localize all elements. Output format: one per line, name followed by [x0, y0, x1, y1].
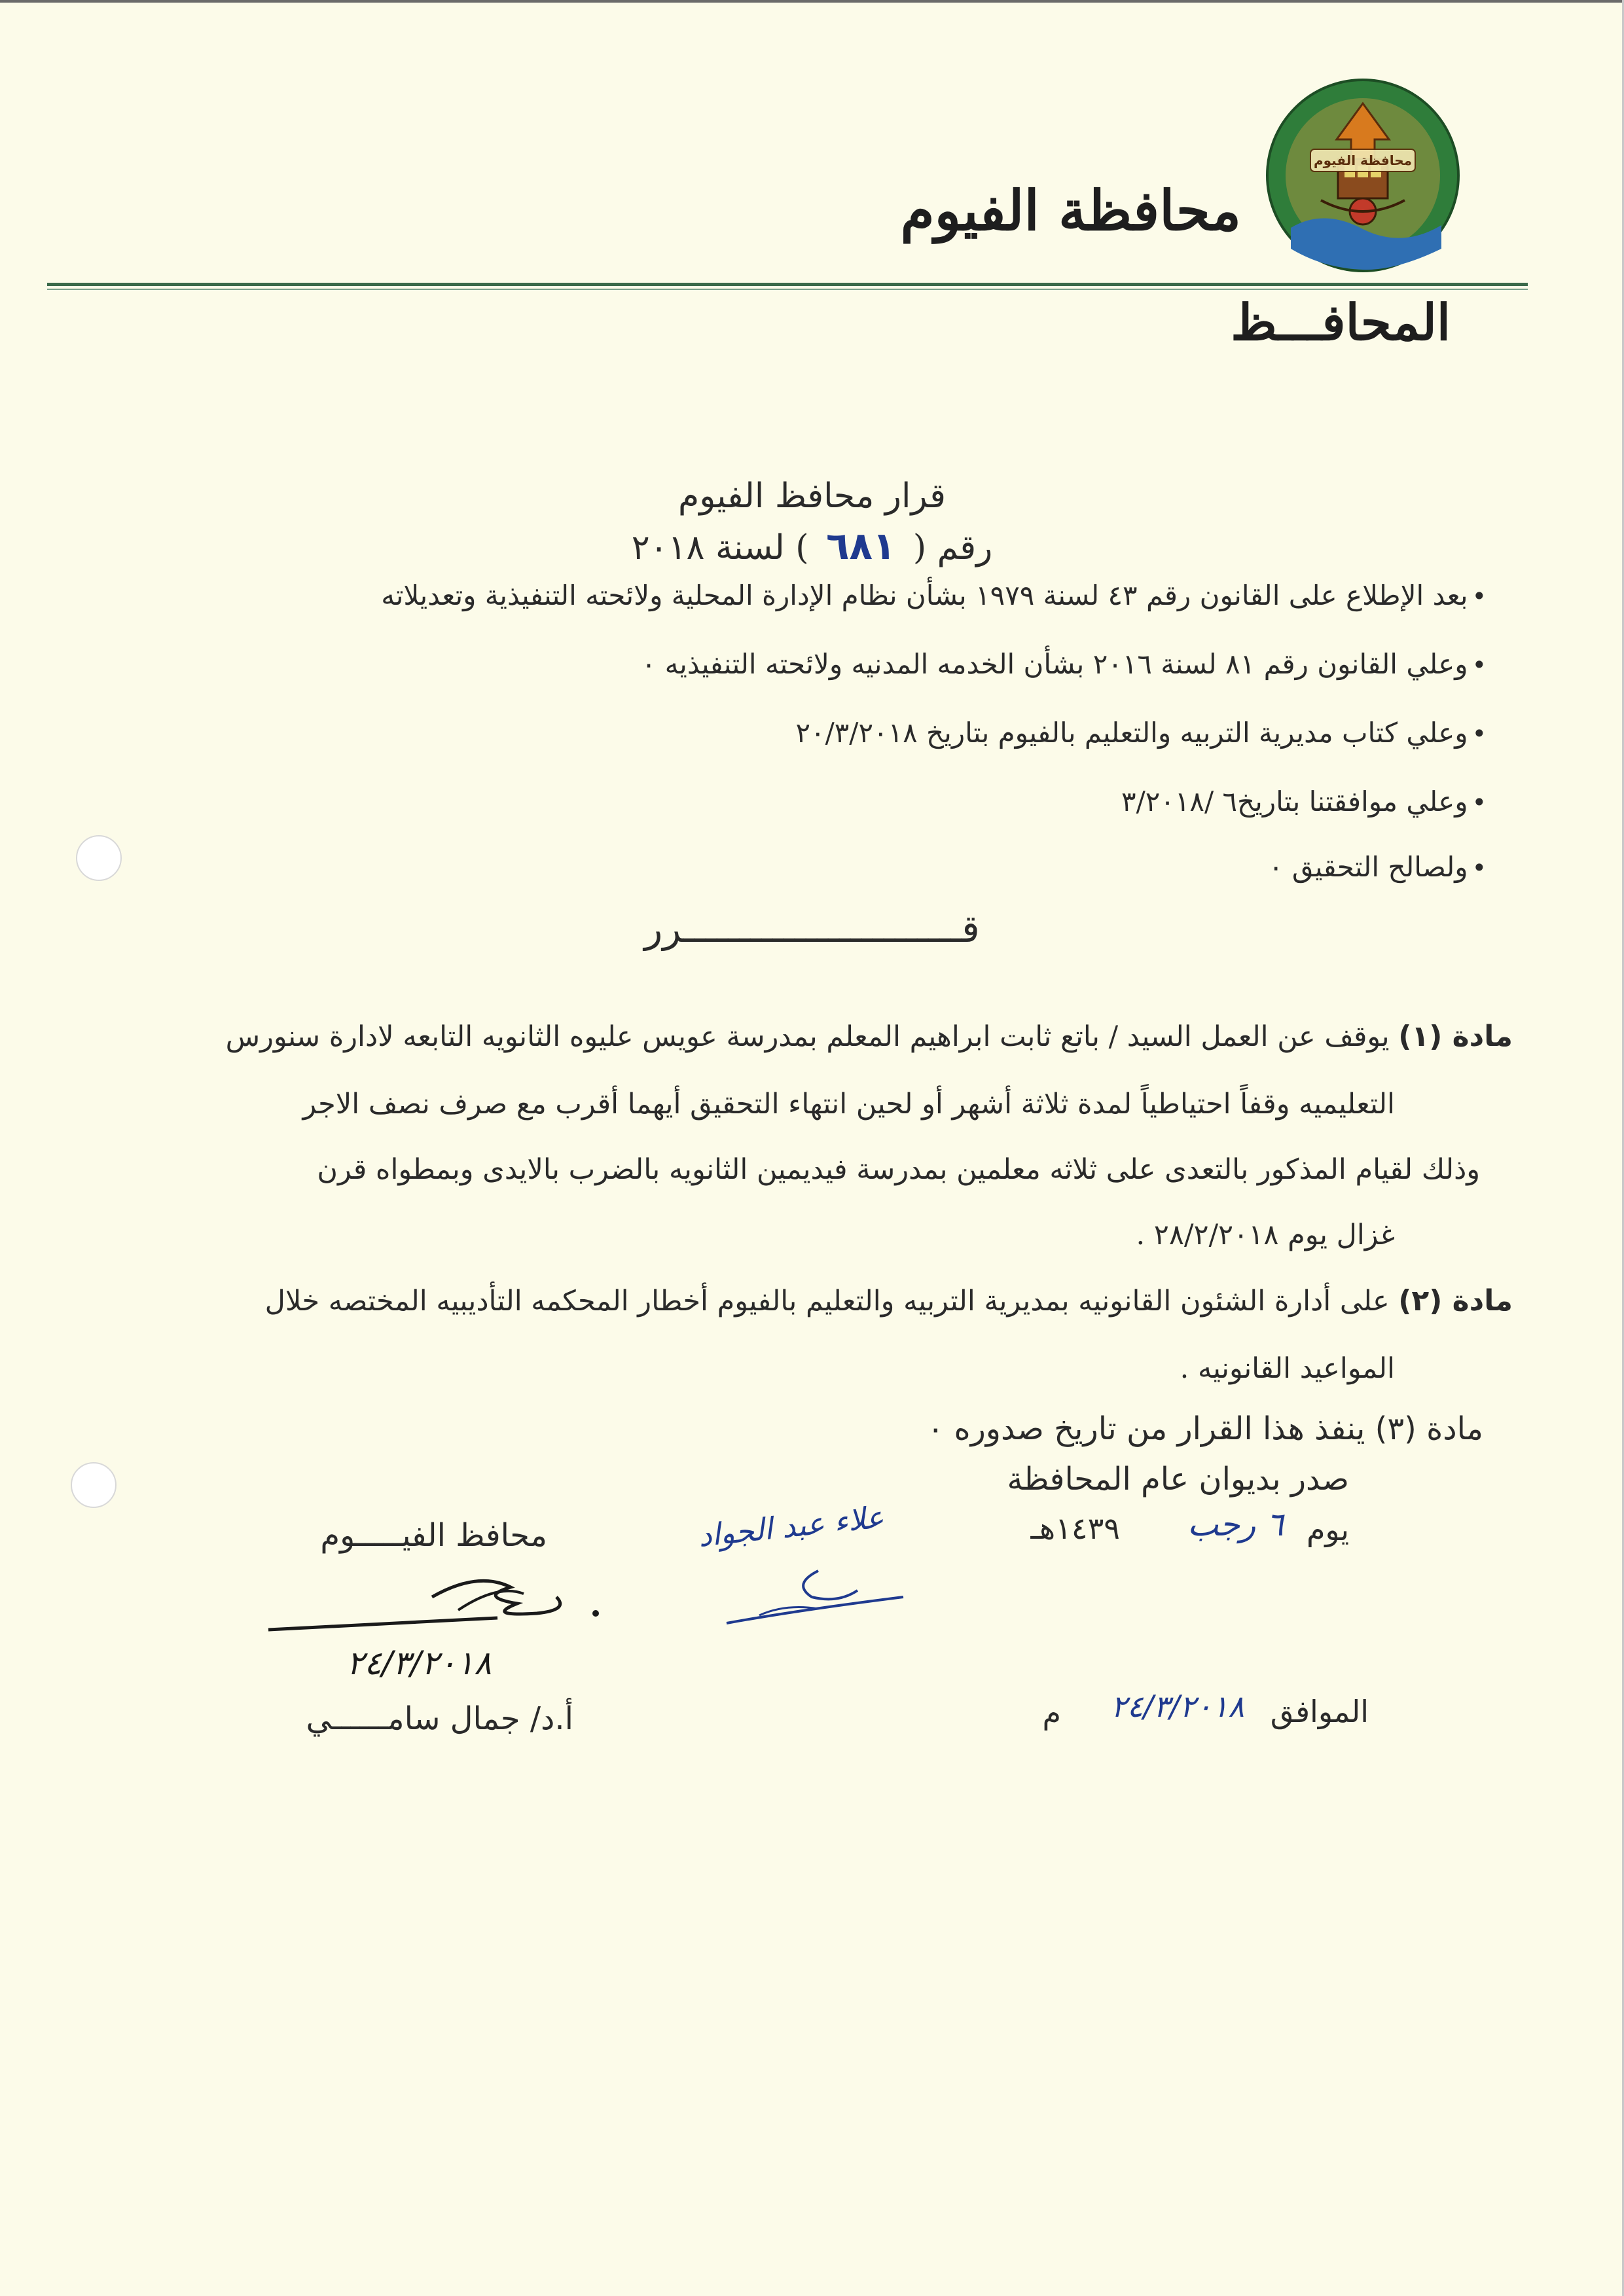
preamble-item: •وعلي موافقتنا بتاريخ٦ /٣/٢٠١٨ — [1121, 785, 1487, 817]
punch-hole — [76, 835, 122, 881]
preamble-text: وعلي كتاب مديرية التربيه والتعليم بالفيوم بتاريخ ٢٠/٣/٢٠١٨ — [795, 717, 1468, 749]
article-1-text: غزال يوم ٢٨/٢/٢٠١٨ . — [1136, 1219, 1395, 1251]
article-1-text: التعليميه وقفاً احتياطياً لمدة ثلاثة أشهر أو لحين انتهاء التحقيق أيهما أقرب مع صرف نصف الاجر — [302, 1088, 1395, 1121]
preamble-text: ولصالح التحقيق ٠ — [1268, 851, 1468, 883]
preamble-item: •بعد الإطلاع على القانون رقم ٤٣ لسنة ١٩٧٩ بشأن نظام الإدارة المحلية ولائحته التنفيذية وتعديلاته — [381, 579, 1487, 611]
preamble-item: •وعلي كتاب مديرية التربيه والتعليم بالفيوم بتاريخ ٢٠/٣/٢٠١٨ — [795, 717, 1487, 749]
article-3-text: ينفذ هذا القرار من تاريخ صدوره ٠ — [927, 1410, 1365, 1447]
reviewer-signature-icon — [720, 1558, 910, 1636]
greg-suffix: م — [1042, 1695, 1061, 1731]
signatory-date-handwritten: ٢٤/٣/٢٠١٨ — [346, 1644, 492, 1682]
article-2-line — [92, 1284, 1513, 1318]
article-1-text: وذلك لقيام المذكور بالتعدى على ثلاثه معلمين بمدرسة فيديمين الثانويه بالضرب بالايدى وبمطواه قرن — [317, 1153, 1480, 1186]
scan-edge-top — [0, 0, 1624, 3]
article-2-label: مادة (٢) — [1398, 1284, 1513, 1318]
article-3-label: مادة (٣) — [1375, 1410, 1483, 1447]
preamble-item: •ولصالح التحقيق ٠ — [1268, 851, 1487, 883]
article-2-text: المواعيد القانونيه . — [1180, 1352, 1395, 1385]
preamble-text: وعلي القانون رقم ٨١ لسنة ٢٠١٦ بشأن الخدمه المدنيه ولائحته التنفيذيه ٠ — [641, 648, 1468, 680]
header-rule-thin — [47, 289, 1528, 290]
hijri-prefix: يوم — [1306, 1512, 1349, 1547]
decision-number-line — [0, 524, 1624, 568]
header-rule — [47, 283, 1528, 286]
hijri-day-handwritten: ٦ رجب — [1187, 1505, 1284, 1543]
greg-date-handwritten: ٢٤/٣/٢٠١٨ — [1111, 1689, 1244, 1724]
role-title: المحافـــظ — [1231, 293, 1451, 351]
governorate-title: محافظة الفيوم — [900, 178, 1241, 243]
article-2-text: على أدارة الشئون القانونيه بمديرية التربيه والتعليم بالفيوم أخطار المحكمه التأديبيه المختصه خلال — [264, 1285, 1390, 1318]
article-1-line — [92, 1020, 1513, 1053]
preamble-text: وعلي موافقتنا بتاريخ٦ /٣/٢٠١٨ — [1121, 785, 1468, 817]
hijri-year: ١٤٣٩هـ — [1030, 1511, 1120, 1546]
greg-prefix: الموافق — [1270, 1694, 1369, 1729]
article-1-label: مادة (١) — [1398, 1020, 1513, 1053]
preamble-item: •وعلي القانون رقم ٨١ لسنة ٢٠١٦ بشأن الخدمه المدنيه ولائحته التنفيذيه ٠ — [641, 648, 1487, 680]
reviewer-name-handwritten: علاء عبد الجواد — [696, 1499, 886, 1554]
governorate-emblem-icon — [1265, 77, 1461, 274]
article-1-text: يوقف عن العمل السيد / باتع ثابت ابراهيم المعلم بمدرسة عويس عليوه الثانويه التابعه لادارة سنورس — [225, 1020, 1390, 1053]
decision-title: قرار محافظ الفيوم — [678, 476, 946, 516]
governor-signature-icon — [262, 1558, 615, 1649]
signatory-title: محافظ الفيـــــوم — [320, 1517, 547, 1554]
emblem-text: محافظة الفيوم — [1313, 152, 1413, 168]
article-3-line — [567, 1410, 1483, 1447]
decision-number: ٦٨١ — [826, 524, 896, 568]
punch-hole — [71, 1462, 117, 1508]
decision-number-suffix: ) لسنة ٢٠١٨ — [631, 528, 809, 567]
decision-number-prefix: رقم ( — [912, 528, 993, 567]
issued-at: صدر بديوان عام المحافظة — [1007, 1461, 1349, 1498]
preamble-text: بعد الإطلاع على القانون رقم ٤٣ لسنة ١٩٧٩ بشأن نظام الإدارة المحلية ولائحته التنفيذية وتعديلاته — [381, 579, 1468, 611]
signatory-name: أ.د/ جمال سامــــــي — [306, 1700, 573, 1737]
resolved-heading: قـــــــــــــــــــــــــرر — [644, 906, 980, 951]
